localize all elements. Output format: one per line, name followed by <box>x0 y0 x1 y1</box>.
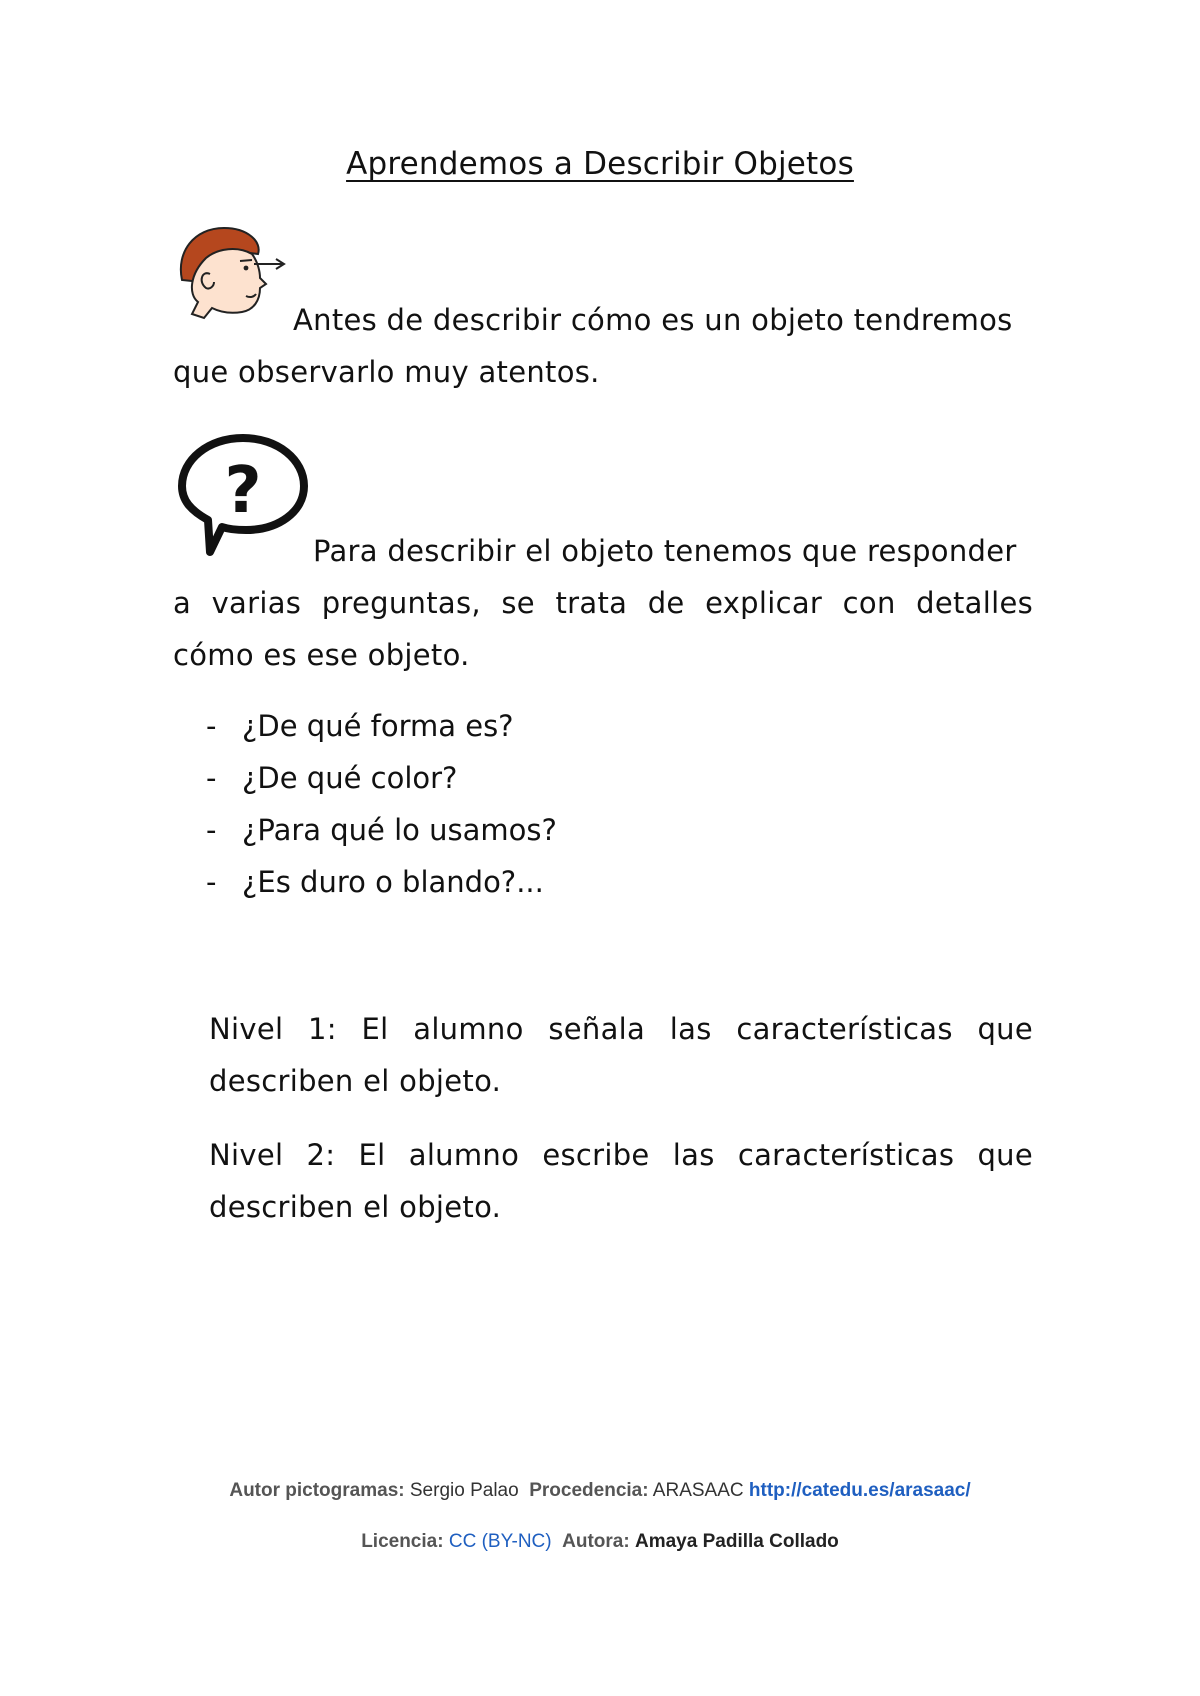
question-text: ¿De qué color? <box>242 761 458 795</box>
level-1-line-2: describen el objeto. <box>209 1064 502 1098</box>
explain-line-2: a varias preguntas, se trata de explicar con detalles <box>173 586 1033 620</box>
author-pictos-value: Sergio Palao <box>409 1480 519 1501</box>
level-1-line-1: Nivel 1: El alumno señala las características que <box>209 1012 1033 1046</box>
license-link[interactable]: CC (BY-NC) <box>448 1531 552 1552</box>
explain-paragraph <box>173 525 1033 681</box>
source-label: Procedencia: <box>529 1480 649 1501</box>
list-dash: - <box>206 709 217 743</box>
list-item <box>206 804 557 856</box>
footer-license <box>0 1531 1200 1553</box>
intro-line-2: que observarlo muy atentos. <box>173 355 600 389</box>
list-dash: - <box>206 813 217 847</box>
source-value: ARASAAC <box>652 1480 744 1501</box>
author-pictos-label: Autor pictogramas: <box>229 1480 405 1501</box>
list-dash: - <box>206 865 217 899</box>
list-dash: - <box>206 761 217 795</box>
author-label: Autora: <box>562 1531 630 1552</box>
svg-text:?: ? <box>224 454 262 528</box>
list-item <box>206 700 557 752</box>
explain-line-3: cómo es ese objeto. <box>173 638 470 672</box>
author-value: Amaya Padilla Collado <box>635 1531 839 1552</box>
list-item <box>206 856 557 908</box>
list-item <box>206 752 557 804</box>
level-2-line-1: Nivel 2: El alumno escribe las características que <box>209 1138 1033 1172</box>
footer-credits <box>0 1480 1200 1502</box>
question-text: ¿De qué forma es? <box>242 709 514 743</box>
explain-line-1: Para describir el objeto tenemos que responder <box>313 534 1017 568</box>
questions-list <box>206 700 557 908</box>
level-1-paragraph <box>209 1003 1033 1107</box>
question-text: ¿Para qué lo usamos? <box>242 813 557 847</box>
level-2-line-2: describen el objeto. <box>209 1190 502 1224</box>
intro-line-1: Antes de describir cómo es un objeto tendremos <box>293 303 1013 337</box>
source-link[interactable]: http://catedu.es/arasaac/ <box>748 1480 971 1501</box>
level-2-paragraph <box>209 1129 1033 1233</box>
question-text: ¿Es duro o blando?... <box>242 865 544 899</box>
license-label: Licencia: <box>361 1531 444 1552</box>
intro-paragraph <box>173 294 1033 398</box>
page-title: Aprendemos a Describir Objetos <box>346 146 854 182</box>
